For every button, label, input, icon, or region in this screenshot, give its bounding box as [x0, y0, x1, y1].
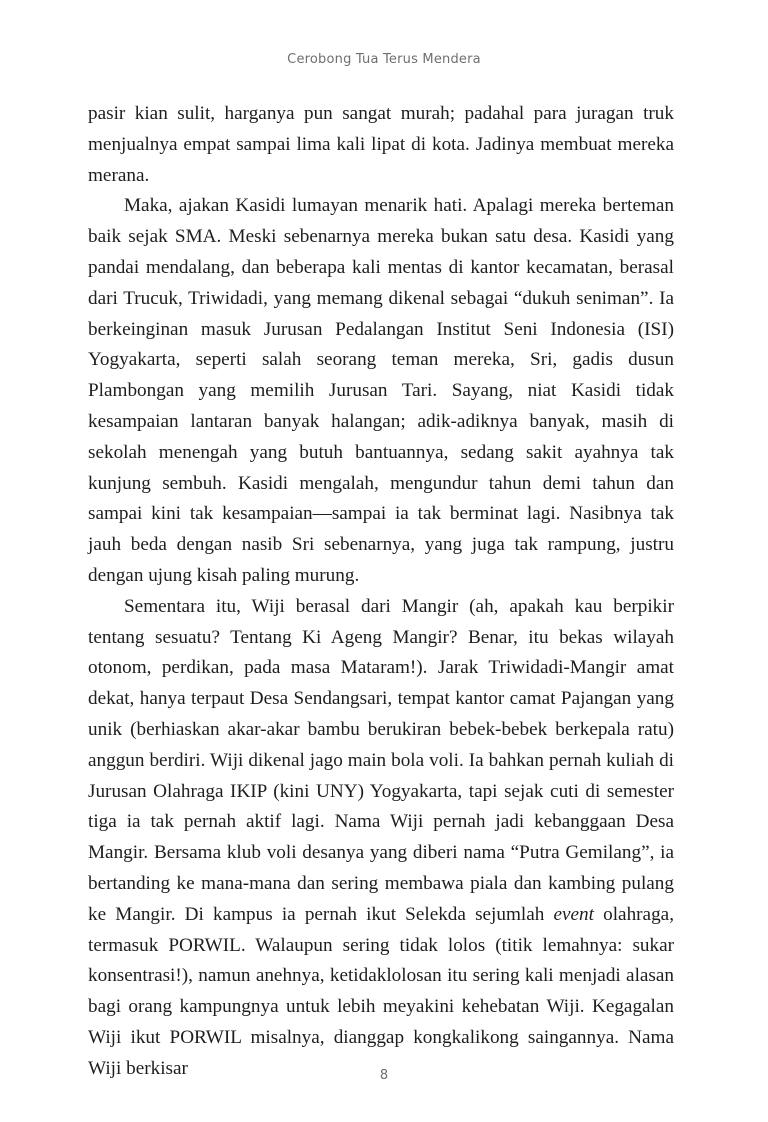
- body-text: [88, 99, 674, 1085]
- page-number: 8: [379, 1068, 389, 1083]
- paragraph-3-text-b: olahraga, termasuk PORWIL. Walaupun sering tidak lolos (titik lemahnya: sukar konsentrasi!), namun anehnya, ketidaklolosan itu sering kali menjadi alasan bagi orang kampungnya untuk lebih meyakini kehebatan Wiji. Kegagalan Wiji ikut PORWIL misalnya, dianggap kongkalikong saingannya. Nama Wiji berkisar: [88, 903, 674, 1079]
- paragraph-2: Maka, ajakan Kasidi lumayan menarik hati. Apalagi mereka berteman baik sejak SMA. Meski sebenarnya mereka bukan satu desa. Kasidi yang pandai mendalang, dan beberapa kali mentas di kantor kecamatan, berasal dari Trucuk, Triwidadi, yang memang dikenal sebagai “dukuh seniman”. Ia berkeinginan masuk Jurusan Pedalangan Institut Seni Indonesia (ISI) Yogyakarta, seperti salah seorang teman mereka, Sri, gadis dusun Plambongan yang memilih Jurusan Tari. Sayang, niat Kasidi tidak kesampaian lantaran banyak halangan; adik-adiknya banyak, masih di sekolah menengah yang butuh bantuannya, sedang sakit ayahnya tak kunjung sembuh. Kasidi mengalah, mengundur tahun demi tahun dan sampai kini tak kesampaian—sampai ia tak berminat lagi. Nasibnya tak jauh beda dengan nasib Sri sebenarnya, yang juga tak rampung, justru dengan ujung kisah paling murung.: [88, 195, 674, 586]
- italic-term-event: event: [553, 903, 594, 925]
- paragraph-1: pasir kian sulit, harganya pun sangat murah; padahal para juragan truk menjualnya empat sampai lima kali lipat di kota. Jadinya membuat mereka merana.: [88, 103, 674, 186]
- paragraph-3-text-a: Sementara itu, Wiji berasal dari Mangir (ah, apakah kau berpikir tentang sesuatu? Tentang Ki Ageng Mangir? Benar, itu bekas wilayah otonom, perdikan, pada masa Mataram!). Jarak Triwidadi-Mangir amat dekat, hanya terpaut Desa Sendangsari, tempat kantor camat Pajangan yang unik (berhiaskan akar-akar bambu berukiran bebek-bebek berkepala ratu) anggun berdiri. Wiji dikenal jago main bola voli. Ia bahkan pernah kuliah di Jurusan Olahraga IKIP (kini UNY) Yogyakarta, tapi sejak cuti di semester tiga ia tak pernah aktif lagi. Nama Wiji pernah jadi kebanggaan Desa Mangir. Bersama klub voli desanya yang diberi nama “Putra Gemilang”, ia bertanding ke mana-mana dan sering membawa piala dan kambing pulang ke Mangir. Di kampus ia pernah ikut Selekda sejumlah: [88, 595, 674, 925]
- paragraph-3: [88, 592, 674, 1085]
- running-header: Cerobong Tua Terus Mendera: [287, 52, 481, 67]
